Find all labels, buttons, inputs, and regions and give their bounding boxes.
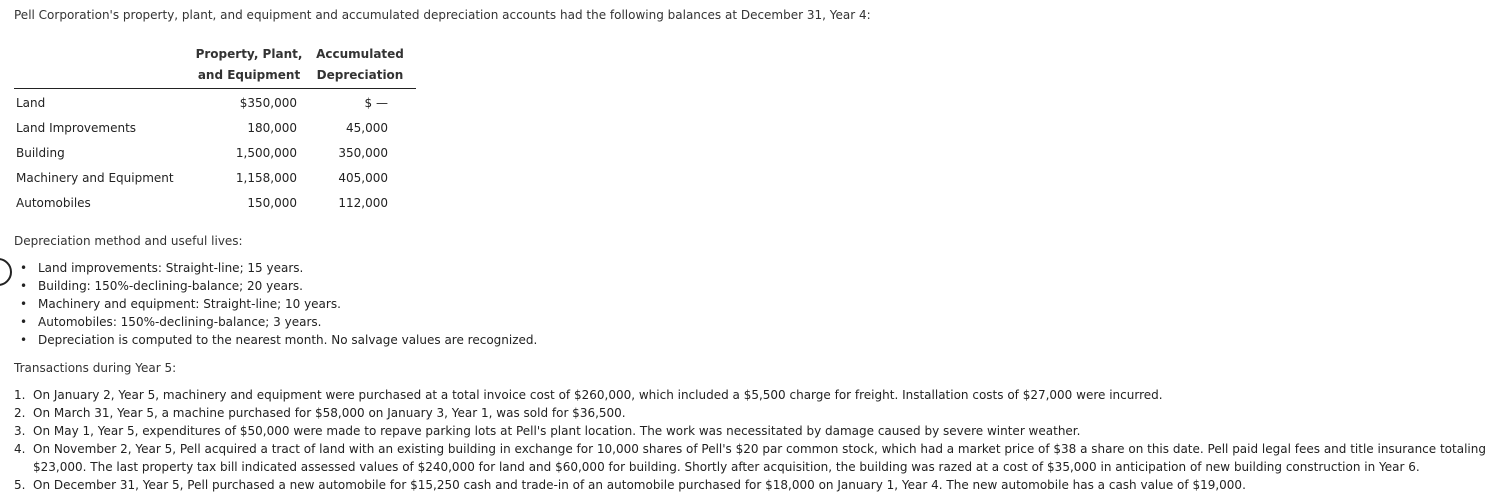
- accum-value: 45,000: [346, 120, 388, 135]
- table-row: [14, 90, 422, 115]
- item-text: On March 31, Year 5, a machine purchased for $58,000 on January 3, Year 1, was sold for $36,500.: [33, 406, 626, 420]
- accum-header-line1: Accumulated: [316, 47, 404, 61]
- list-item: • Automobiles: 150%-declining-balance; 3 years.: [14, 313, 537, 331]
- list-item: • Land improvements: Straight-line; 15 years.: [14, 259, 537, 277]
- table-row: [14, 165, 422, 190]
- row-label: Building: [16, 145, 65, 160]
- item-text: On May 1, Year 5, expenditures of $50,000 were made to repave parking lots at Pell's plant location. The work was necessitated by damage caused by severe winter weather.: [33, 424, 1081, 438]
- ppe-value: 1,158,000: [235, 170, 297, 185]
- accum-value: 112,000: [338, 195, 388, 210]
- table-row: [14, 115, 422, 140]
- list-item: [14, 422, 1502, 440]
- row-label: Machinery and Equipment: [16, 170, 174, 185]
- transactions-list: [14, 386, 1502, 494]
- list-item: • Depreciation is computed to the nearest month. No salvage values are recognized.: [14, 331, 537, 349]
- accum-value: 405,000: [338, 170, 388, 185]
- item-number: 5.: [14, 478, 26, 492]
- list-item: • Building: 150%-declining-balance; 20 years.: [14, 277, 537, 295]
- circle-outline-decoration: [0, 258, 12, 286]
- row-label: Automobiles: [16, 195, 91, 210]
- row-label: Land: [16, 95, 46, 110]
- list-item: [14, 386, 1502, 404]
- ppe-value: 1,500,000: [235, 145, 297, 160]
- ppe-header-line1: Property, Plant,: [195, 47, 303, 61]
- item-number: 3.: [14, 424, 26, 438]
- balances-table: [14, 44, 416, 89]
- ppe-value: 150,000: [247, 195, 297, 210]
- table-row: [14, 190, 422, 215]
- ppe-value: $350,000: [239, 95, 297, 110]
- ppe-header-line2: and Equipment: [14, 65, 304, 89]
- list-item: [14, 476, 1502, 494]
- row-label: Land Improvements: [16, 120, 137, 135]
- accum-header-line2: Depreciation: [304, 65, 416, 89]
- item-text: On December 31, Year 5, Pell purchased a new automobile for $15,250 cash and trade-in of an automobile purchased for $18,000 on January 1, Year 4. The new automobile has a cash value of $19,000.: [33, 478, 1246, 492]
- ppe-value: 180,000: [247, 120, 297, 135]
- item-text: On January 2, Year 5, machinery and equipment were purchased at a total invoice cost of $260,000, which included a $5,500 charge for freight. Installation costs of $27,000 were incurred.: [33, 388, 1163, 402]
- table-row: [14, 140, 422, 165]
- item-number: 1.: [14, 388, 26, 402]
- depreciation-lives-list: [14, 259, 537, 349]
- accum-value: 350,000: [338, 145, 388, 160]
- item-number: 2.: [14, 406, 26, 420]
- list-item: [14, 440, 1502, 476]
- list-item: [14, 404, 1502, 422]
- depreciation-heading: Depreciation method and useful lives:: [14, 234, 243, 248]
- item-text: On November 2, Year 5, Pell acquired a tract of land with an existing building in exchange for 10,000 shares of Pell's $20 par common stock, which had a market price of $38 a share on this date. Pell paid legal fees and title insurance totaling $23,000. The last property tax bill indicated assessed values of $240,000 for land and $60,000 for building. Shortly after acquisition, the building was razed at a cost of $35,000 in anticipation of new building construction in Year 6.: [33, 442, 1486, 474]
- transactions-heading: Transactions during Year 5:: [14, 361, 177, 375]
- balances-table-body: [14, 90, 422, 215]
- accum-value: $ —: [364, 95, 388, 110]
- intro-text: Pell Corporation's property, plant, and equipment and accumulated depreciation accounts had the following balances at December 31, Year 4:: [14, 8, 871, 22]
- item-number: 4.: [14, 442, 26, 456]
- list-item: • Machinery and equipment: Straight-line; 10 years.: [14, 295, 537, 313]
